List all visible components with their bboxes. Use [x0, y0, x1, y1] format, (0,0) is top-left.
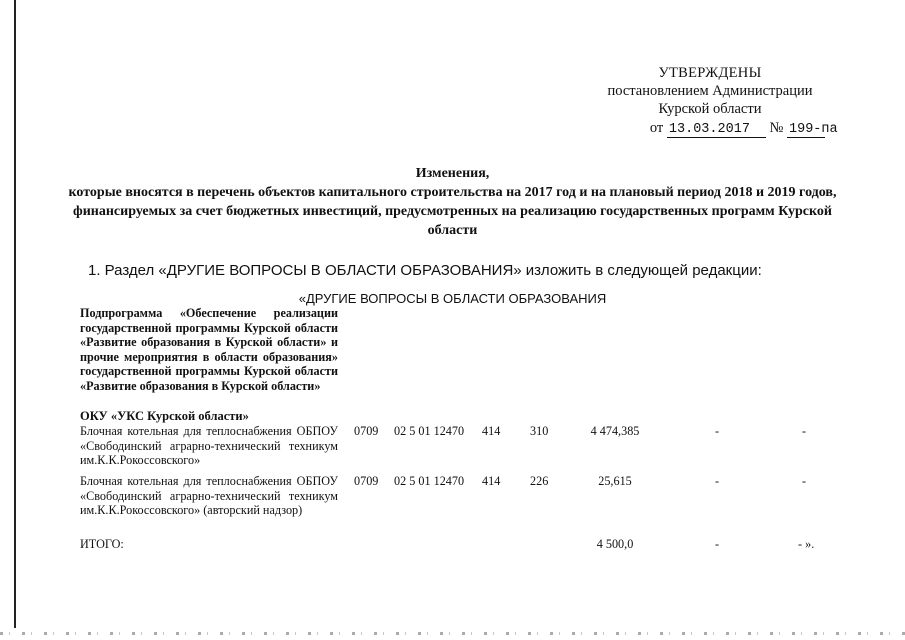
total-label: ИТОГО:	[80, 537, 124, 551]
total-2018: -	[714, 537, 720, 551]
kosgu-code: 310	[530, 424, 549, 438]
vr-code: 414	[482, 474, 501, 488]
total-2019: - ».	[798, 537, 815, 551]
scan-edge	[14, 0, 16, 628]
approval-no-sign: №	[769, 120, 784, 136]
value-2018: -	[714, 424, 720, 438]
kosgu-code: 226	[530, 474, 549, 488]
total-2017: 4 500,0	[596, 537, 634, 551]
approval-title: УТВЕРЖДЕНЫ	[658, 65, 762, 81]
subprogram-title: Подпрограмма «Обеспечение реализации государственной программы Курской области «Развитие образования в Курской области» и прочие мероприятия в области образования» государственной программы Курской области «Развитие образования в Курской области»	[80, 306, 338, 393]
value-2017: 25,615	[598, 474, 632, 488]
rz-code: 0709	[354, 474, 379, 488]
cs-code: 02 5 01 12470	[394, 474, 465, 488]
document-title-body: которые вносятся в перечень объектов капитального строительства на 2017 год и на плановый период 2018 и 2019 годов, финансируемых за счет бюджетных инвестиций, предусмотренных на реализацию государственных программ Курской области	[68, 185, 837, 238]
vr-code: 414	[482, 424, 501, 438]
approval-line2: Курской области	[658, 101, 762, 117]
scan-noise	[0, 632, 905, 635]
approval-from: от	[649, 120, 664, 136]
item-1: 1. Раздел «ДРУГИЕ ВОПРОСЫ В ОБЛАСТИ ОБРАЗОВАНИЯ» изложить в следующей редакции:	[88, 262, 762, 279]
object-name: Блочная котельная для теплоснабжения ОБПОУ «Свободинский аграрно-технический техникум им.К.К.Рокоссовского» (авторский надзор)	[80, 474, 338, 517]
value-2019: -	[801, 424, 807, 438]
value-2019: -	[801, 474, 807, 488]
section-title: «ДРУГИЕ ВОПРОСЫ В ОБЛАСТИ ОБРАЗОВАНИЯ	[298, 291, 607, 306]
document-heading: Изменения,	[415, 166, 490, 181]
approval-stamp	[595, 64, 838, 138]
organization: ОКУ «УКС Курской области»	[80, 409, 249, 423]
value-2018: -	[714, 474, 720, 488]
object-name: Блочная котельная для теплоснабжения ОБПОУ «Свободинский аграрно-технический техникум им.К.К.Рокоссовского»	[80, 424, 338, 467]
rz-code: 0709	[354, 424, 379, 438]
cs-code: 02 5 01 12470	[394, 424, 465, 438]
approval-date-line	[595, 119, 838, 138]
document-title	[50, 164, 855, 240]
value-2017: 4 474,385	[590, 424, 640, 438]
approval-date: 13.03.2017	[667, 123, 766, 138]
approval-line1: постановлением Администрации	[607, 83, 813, 99]
approval-number: 199-па	[789, 122, 838, 137]
